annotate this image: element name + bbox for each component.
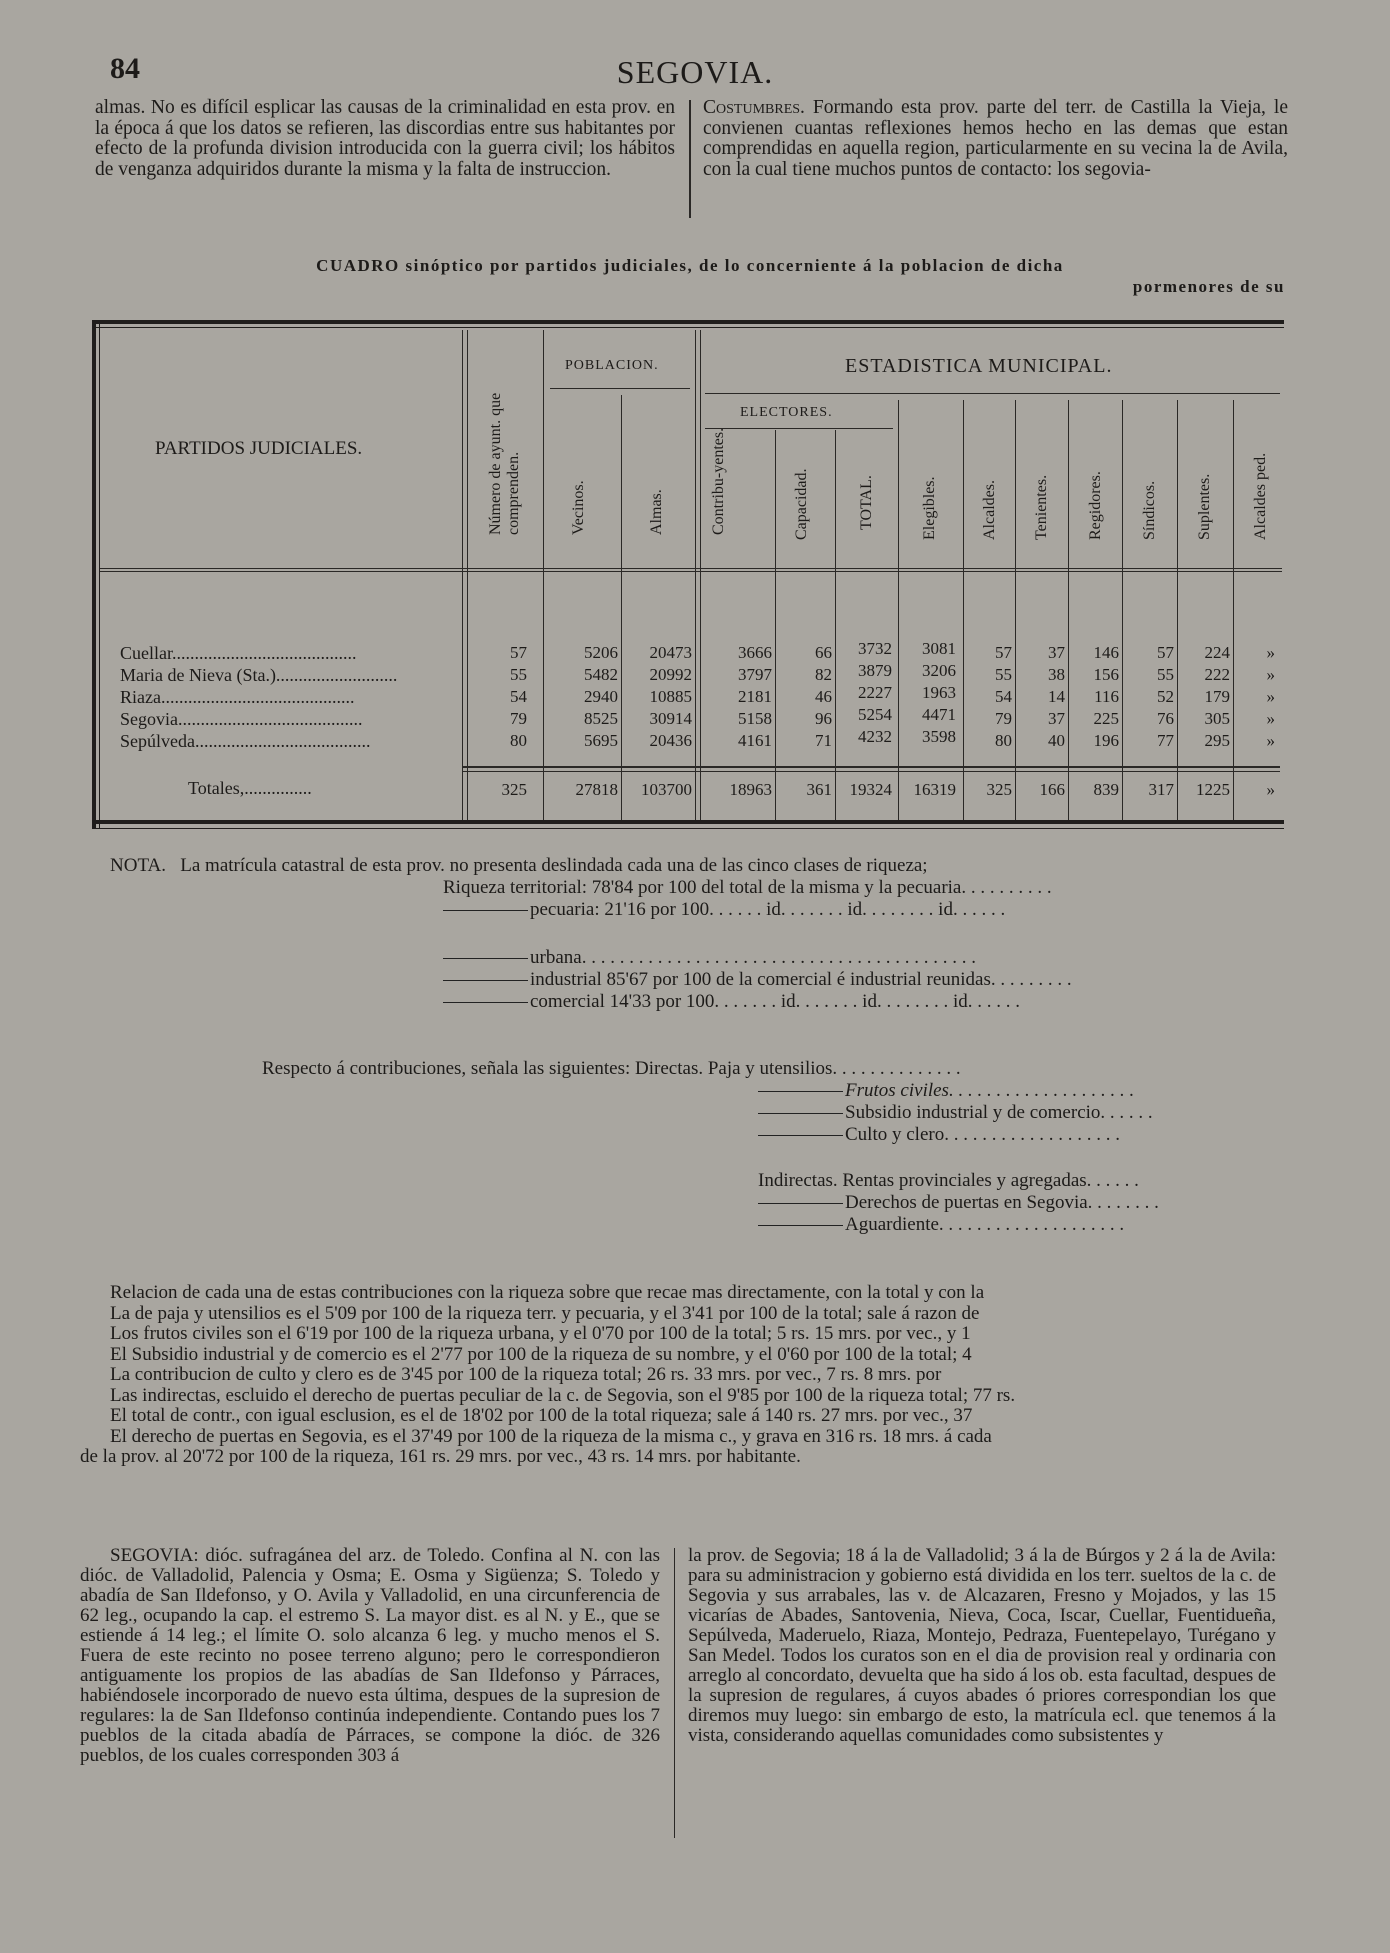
header-alcaldes: Alcaldes. xyxy=(981,480,998,540)
relacion-line: La contribucion de culto y clero es de 3'45 por 100 de la riqueza total; 26 rs. 33 mrs. por vec., 7 rs. 8 mrs. por xyxy=(110,1364,942,1385)
totals-cell: 19324 xyxy=(849,780,892,799)
nota-text-3: pecuaria: 21'16 por 100. . . . . . id. . . . . . . id. . . . . . . . id. . . . . . xyxy=(530,899,1006,920)
contrib-line-3 xyxy=(758,1102,1153,1124)
nota-line-4 xyxy=(443,947,976,969)
header-contribuyentes: Contribu-yentes. xyxy=(710,427,727,535)
relacion-line: El total de contr., con igual esclusion, es el de 18'02 por 100 de la total riqueza; sale á 140 rs. 27 mrs. por vec., 37 xyxy=(110,1405,973,1426)
table-cell: 80 xyxy=(510,731,527,750)
top-left-column xyxy=(95,98,675,180)
table-cell: 54 xyxy=(510,687,527,706)
totals-label-text: Totales, xyxy=(188,778,245,798)
table-cell: 179 xyxy=(1204,687,1230,706)
nota-text-1: La matrícula catastral de esta prov. no presenta deslindada cada una de las cinco clases de riqueza; xyxy=(180,855,928,876)
contrib-line-1 xyxy=(262,1058,961,1080)
contrib-line-6 xyxy=(758,1192,1159,1214)
table-cell: 3598 xyxy=(922,727,956,746)
bottom-right-column xyxy=(688,1546,1276,1746)
page-number: 84 xyxy=(110,52,140,85)
table-cell: 196 xyxy=(1093,731,1119,750)
header-alcaldes-ped: Alcaldes ped. xyxy=(1252,452,1269,540)
header-electores: ELECTORES. xyxy=(740,405,833,420)
table-cell: 2940 xyxy=(584,687,618,706)
table-cell: 10885 xyxy=(649,687,692,706)
contrib-directas: Directas. Paja y utensilios. . . . . . . . . . . . . . xyxy=(635,1058,961,1079)
nota-text-6: comercial 14'33 por 100. . . . . . . id. . . . . . . id. . . . . . . . id. . . . . . xyxy=(530,991,1020,1012)
dash xyxy=(443,980,528,981)
totals-label: Totales,............... xyxy=(188,778,312,798)
header-capacidad: Capacidad. xyxy=(793,468,810,540)
poblacion-underline xyxy=(550,388,690,389)
table-cell: 20992 xyxy=(649,665,692,684)
relacion-line: Relacion de cada una de estas contribuciones con la riqueza sobre que recae mas directamente, con la total y con la xyxy=(110,1282,985,1303)
dash xyxy=(758,1091,843,1092)
table-bottom-rule-thin xyxy=(92,828,1284,829)
header-sindicos: Síndicos. xyxy=(1141,480,1158,540)
header-poblacion: POBLACION. xyxy=(565,358,659,373)
table-cell: 1963 xyxy=(922,683,956,702)
contrib-line-5: Indirectas. Rentas provinciales y agregadas. . . . . . xyxy=(758,1170,1139,1191)
table-cell: 20473 xyxy=(649,643,692,662)
dash xyxy=(443,1002,528,1003)
table-cell: 76 xyxy=(1157,709,1174,728)
table-cell: 54 xyxy=(995,687,1012,706)
top-right-text: Formando esta prov. parte del terr. de Castilla la Vieja, le convienen cuantas reflexiones hemos hecho en las demas que estan comprendidas en aquella region, particularmente en su vecina la de Avila, con la cual tiene muchos puntos de contacto: los segovia- xyxy=(703,97,1288,180)
contrib-aguardiente: Aguardiente. . . . . . . . . . . . . . . . . . . . xyxy=(845,1214,1125,1235)
header-ayuntamientos: Número de ayunt. que comprenden. xyxy=(487,392,522,535)
header-partidos: PARTIDOS JUDICIALES. xyxy=(155,438,363,459)
column-divider-top xyxy=(689,100,691,218)
table-cell: 71 xyxy=(815,731,832,750)
header-tenientes: Tenientes. xyxy=(1033,474,1050,540)
bottom-left-column xyxy=(80,1546,660,1766)
table-bottom-rule xyxy=(92,820,1284,824)
contrib-frutos: Frutos civiles. . . . . . . . . . . . . . . . . . . . xyxy=(845,1080,1135,1101)
totals-cell: 166 xyxy=(1039,780,1065,799)
totals-cell: 325 xyxy=(986,780,1012,799)
table-cell: 52 xyxy=(1157,687,1174,706)
row-name: Sepúlveda....................................... xyxy=(120,731,371,751)
table-cell: 2227 xyxy=(858,683,892,702)
table-cell: 55 xyxy=(510,665,527,684)
table-cell: 3666 xyxy=(738,643,772,662)
table-cell: 146 xyxy=(1093,643,1119,662)
bottom-left-text: SEGOVIA: dióc. sufragánea del arz. de Toledo. Confina al N. con las dióc. de Valladolid, Palencia y Osma; E. Osma y Sigüenza; S. Toledo y abadía de San Ildefonso, y O. Avila y Valladolid, en una circunferencia de 62 leg., ocupando la cap. el estremo S. La mayor dist. es al N. y E., que se estiende á 14 leg.; el límite O. solo alcanza 6 leg. y mucho menos el S. Fuera de este recinto no posee terreno alguno; pero le correspondieron antiguamente los propios de las abadías de San Ildefonso y Párraces, habiéndosele incorporado de nuevo esta última, despues de la supresion de regulares: la de San Ildefonso continúa independiente. Contando pues los 7 pueblos de la citada abadía de Párraces, se compone la dióc. de 326 pueblos, de los cuales corresponden 303 á xyxy=(80,1545,660,1766)
sep-6 xyxy=(835,430,836,820)
totals-cell: 27818 xyxy=(575,780,618,799)
costumbres-heading: Costumbres. xyxy=(703,97,805,118)
contrib-subsidio: Subsidio industrial y de comercio. . . . . . xyxy=(845,1102,1153,1123)
table-cell: 79 xyxy=(510,709,527,728)
table-cell: 5482 xyxy=(584,665,618,684)
table-cell: 2181 xyxy=(738,687,772,706)
dash xyxy=(758,1135,843,1136)
table-cell: 38 xyxy=(1048,665,1065,684)
relacion-line: El derecho de puertas en Segovia, es el 37'49 por 100 de la riqueza de la misma c., y grava en 316 rs. 18 mrs. á cada xyxy=(110,1425,992,1447)
table-cell: 156 xyxy=(1093,665,1119,684)
dash xyxy=(758,1113,843,1114)
relacion-line: La de paja y utensilios es el 5'09 por 100 de la riqueza terr. y pecuaria, y el 3'41 por 100 de la total; sale á razon de xyxy=(110,1302,980,1324)
totals-rule-2 xyxy=(462,771,1280,772)
table-cell: 4161 xyxy=(738,731,772,750)
table-cell: 30914 xyxy=(649,709,692,728)
table-cell: 222 xyxy=(1204,665,1230,684)
totals-cell: 325 xyxy=(501,780,527,799)
header-total: TOTAL. xyxy=(858,475,875,530)
relacion-line: El Subsidio industrial y de comercio es el 2'77 por 100 de la riqueza de su nombre, y el 0'60 por 100 de la total; 4 xyxy=(110,1343,972,1365)
totals-cell: 18963 xyxy=(729,780,772,799)
nota-line-6 xyxy=(443,991,1020,1013)
table-cell: 3081 xyxy=(922,639,956,658)
header-estadistica: ESTADISTICA MUNICIPAL. xyxy=(845,355,1113,377)
totals-cell: 317 xyxy=(1148,780,1174,799)
table-cell: 116 xyxy=(1094,687,1119,706)
table-cell: 14 xyxy=(1048,687,1065,706)
relacion-line: Las indirectas, escluido el derecho de puertas peculiar de la c. de Segovia, son el 9'85 por 100 de la riqueza total; 77 rs. xyxy=(110,1384,1016,1406)
row-name: Riaza........................................... xyxy=(120,687,355,707)
estadistica-underline xyxy=(705,393,1280,394)
nota-line-2: Riqueza territorial: 78'84 por 100 del total de la misma y la pecuaria. . . . . . . . . . xyxy=(443,877,1052,898)
table-cell: 55 xyxy=(995,665,1012,684)
table-cell: 77 xyxy=(1157,731,1174,750)
table-top-rule-thin xyxy=(92,327,1284,328)
table-cell: 8525 xyxy=(584,709,618,728)
header-bottom-rule-2 xyxy=(100,571,1282,572)
column-divider-bottom xyxy=(674,1548,675,1838)
table-cell: 3797 xyxy=(738,665,772,684)
totals-cell: 839 xyxy=(1093,780,1119,799)
table-title-line2: pormenores de su xyxy=(1132,277,1285,296)
nota-line-3 xyxy=(443,899,1005,921)
header-bottom-rule xyxy=(100,568,1282,569)
table-cell: 3879 xyxy=(858,661,892,680)
sep-13 xyxy=(1233,400,1234,820)
header-almas: Almas. xyxy=(648,489,665,535)
sep-12 xyxy=(1177,400,1178,820)
row-name: Maria de Nieva (Sta.)........................... xyxy=(120,665,398,685)
table-cell: 66 xyxy=(815,643,832,662)
table-cell: 225 xyxy=(1093,709,1119,728)
bottom-right-text: la prov. de Segovia; 18 á la de Valladolid; 3 á la de Búrgos y 2 á la de Avila: para su administracion y gobierno está dividida en los terr. sueltos de la c. de Segovia y sus arrabales, las v. de Alcazaren, Fresno y Mojados, y las 15 vicarías de Abades, Santovenia, Nieva, Coca, Iscar, Cuellar, Fuentidueña, Sepúlveda, Maderuelo, Riaza, Montejo, Pedraza, Fuentepelayo, Turégano y San Medel. Todos los curatos son en el dia de provision real y ordinaria con arreglo al concordato, devuelta que ha sido á los ob. esta facultad, despues de la supresion de regulares, á cuyos abades ó priores correspondian los que diremos muy luego: sin embargo de esto, la matrícula ecl. que tenemos á la vista, considerando aquellas comunidades como subsistentes y xyxy=(688,1545,1276,1746)
table-cell: 40 xyxy=(1048,731,1065,750)
table-title xyxy=(90,255,1290,297)
table-cell: 3206 xyxy=(922,661,956,680)
dash xyxy=(443,958,528,959)
table-cell: 224 xyxy=(1204,643,1230,662)
sep-8 xyxy=(963,400,964,820)
table-cell: 57 xyxy=(510,643,527,662)
table-cell: 79 xyxy=(995,709,1012,728)
contrib-line-7 xyxy=(758,1214,1124,1236)
header-suplentes: Suplentes. xyxy=(1196,473,1213,540)
nota-text-5: industrial 85'67 por 100 de la comercial é industrial reunidas. . . . . . . . . xyxy=(530,969,1072,990)
table-cell: » xyxy=(1266,643,1275,662)
totals-cell: » xyxy=(1266,780,1275,799)
table-cell: 80 xyxy=(995,731,1012,750)
contrib-line-4 xyxy=(758,1124,1120,1146)
nota-label: NOTA. xyxy=(110,855,166,876)
totals-cell: 361 xyxy=(806,780,832,799)
totals-cell: 1225 xyxy=(1196,780,1230,799)
totals-rule xyxy=(462,766,1280,768)
sep-7 xyxy=(898,400,899,820)
dash xyxy=(758,1203,843,1204)
table-top-rule xyxy=(92,320,1284,324)
table-cell: 20436 xyxy=(649,731,692,750)
relacion-line: de la prov. al 20'72 por 100 de la riqueza, 161 rs. 29 mrs. por vec., 43 rs. 14 mrs. por habitante. xyxy=(80,1446,801,1467)
contrib-line-2 xyxy=(758,1080,1134,1102)
sep-5 xyxy=(775,430,776,820)
table-left-rule xyxy=(92,320,96,828)
nota-line-5 xyxy=(443,969,1072,991)
electores-underline xyxy=(705,428,893,429)
sep-11 xyxy=(1122,400,1123,820)
table-cell: » xyxy=(1266,709,1275,728)
running-title: SEGOVIA. xyxy=(616,54,774,90)
table-cell: 5254 xyxy=(858,705,892,724)
table-cell: » xyxy=(1266,731,1275,750)
table-cell: 4471 xyxy=(922,705,956,724)
table-cell: » xyxy=(1266,665,1275,684)
table-cell: 82 xyxy=(815,665,832,684)
sep-9 xyxy=(1015,400,1016,820)
table-cell: 305 xyxy=(1204,709,1230,728)
row-name: Segovia......................................... xyxy=(120,709,363,729)
header-regidores: Regidores. xyxy=(1087,471,1104,540)
table-cell: 4232 xyxy=(858,727,892,746)
row-name: Cuellar......................................... xyxy=(120,643,357,663)
table-cell: 37 xyxy=(1048,709,1065,728)
table-cell: 55 xyxy=(1157,665,1174,684)
table-cell: 295 xyxy=(1204,731,1230,750)
top-left-text: almas. No es difícil esplicar las causas de la criminalidad en esta prov. en la época á que los datos se refieren, las discordias entre sus habitantes por efecto de la profunda division introducida con la guerra civil; los hábitos de venganza adquiridos durante la misma y la falta de instruccion. xyxy=(95,97,675,180)
nota-line-1 xyxy=(110,855,928,877)
table-cell: 96 xyxy=(815,709,832,728)
table-cell: 57 xyxy=(995,643,1012,662)
dash xyxy=(443,910,528,911)
contrib-intro: Respecto á contribuciones, señala las siguientes: xyxy=(262,1058,631,1079)
relacion-paragraph xyxy=(80,1283,1280,1468)
table-cell: 5695 xyxy=(584,731,618,750)
header-elegibles: Elegibles. xyxy=(921,476,938,540)
header-vecinos: Vecinos. xyxy=(570,480,587,535)
dash xyxy=(758,1225,843,1226)
contrib-derechos: Derechos de puertas en Segovia. . . . . . . . xyxy=(845,1192,1159,1213)
table-cell: 5158 xyxy=(738,709,772,728)
sep-3 xyxy=(621,395,622,820)
relacion-line: Los frutos civiles son el 6'19 por 100 de la riqueza urbana, y el 0'70 por 100 de la total; 5 rs. 15 mrs. por vec., y 1 xyxy=(110,1323,971,1344)
table-cell: 37 xyxy=(1048,643,1065,662)
top-right-column xyxy=(703,98,1288,180)
contrib-culto: Culto y clero. . . . . . . . . . . . . . . . . . . xyxy=(845,1124,1120,1145)
totals-cell: 16319 xyxy=(913,780,956,799)
table-cell: 3732 xyxy=(858,639,892,658)
table-cell: 57 xyxy=(1157,643,1174,662)
totals-cell: 103700 xyxy=(641,780,692,799)
sep-10 xyxy=(1068,400,1069,820)
table-cell: » xyxy=(1266,687,1275,706)
table-title-line1: CUADRO sinóptico por partidos judiciales, de lo concerniente á la poblacion de dicha xyxy=(316,256,1064,275)
nota-text-4: urbana. . . . . . . . . . . . . . . . . . . . . . . . . . . . . . . . . . . . . . . . . . xyxy=(530,947,976,968)
table-left-rule-thin xyxy=(99,320,100,828)
table-cell: 46 xyxy=(815,687,832,706)
table-cell: 5206 xyxy=(584,643,618,662)
